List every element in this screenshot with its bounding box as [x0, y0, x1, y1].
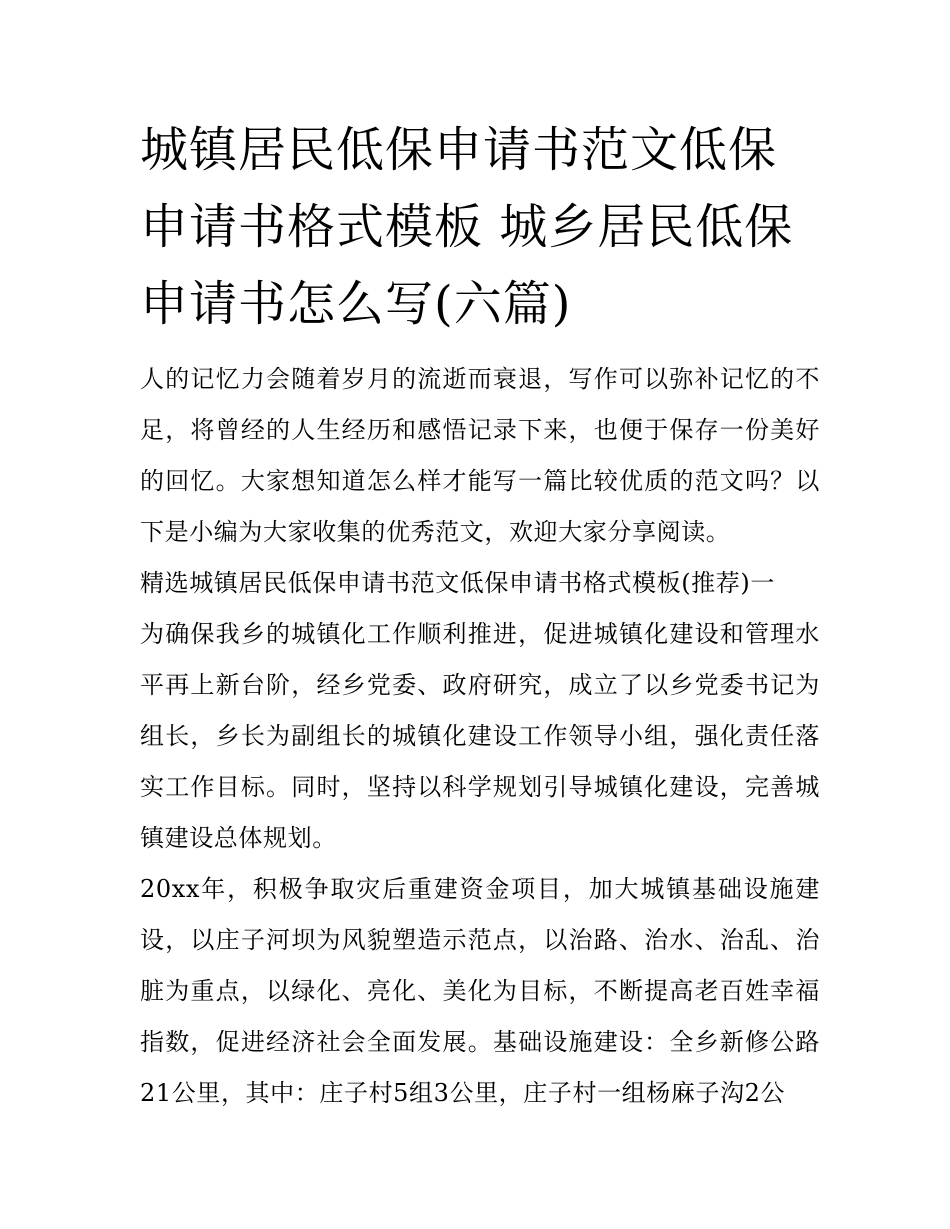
- paragraph-content: 为确保我乡的城镇化工作顺利推进，促进城镇化建设和管理水平再上新台阶，经乡党委、政府研究，成立了以乡党委书记为组长，乡长为副组长的城镇化建设工作领导小组，强化责任落实工作目标。同时，坚持以科学规划引导城镇化建设，完善城镇建设总体规划。: [140, 620, 820, 852]
- document-title: 城镇居民低保申请书范文低保申请书格式模板 城乡居民低保申请书怎么写(六篇): [140, 122, 794, 332]
- paragraph-content: 20xx年，积极争取灾后重建资金项目，加大城镇基础设施建设，以庄子河坝为风貌塑造示范点，以治路、治水、治乱、治脏为重点，以绿化、亮化、美化为目标，不断提高老百姓幸福指数，促进经济社会全面发展。基础设施建设：全乡新修公路21公里，其中：庄子村5组3公里，庄子村一组杨麻子沟2公: [140, 875, 820, 1107]
- document-body: [140, 354, 820, 1119]
- paragraph-intro: 人的记忆力会随着岁月的流逝而衰退，写作可以弥补记忆的不足，将曾经的人生经历和感悟记录下来，也便于保存一份美好的回忆。大家想知道怎么样才能写一篇比较优质的范文吗？以下是小编为大家收集的优秀范文，欢迎大家分享阅读。: [140, 365, 820, 546]
- paragraph-heading: 精选城镇居民低保申请书范文低保申请书格式模板(推荐)一: [140, 569, 775, 597]
